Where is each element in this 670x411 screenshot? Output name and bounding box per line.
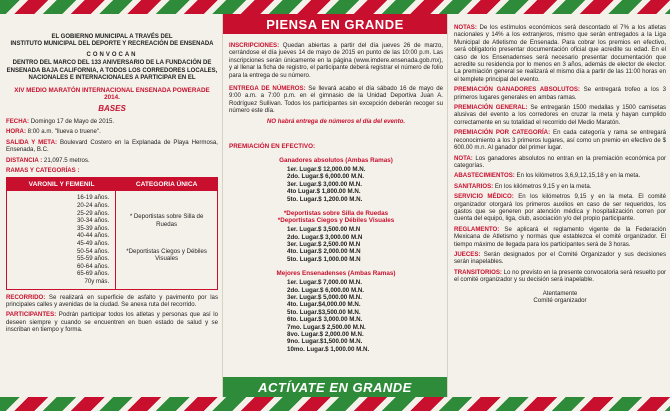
ramas-heading: RAMAS Y CATEGORÍAS : (6, 167, 80, 175)
especiales-title: *Deportistas sobre Silla de Ruedas *Deportistas Ciegos y Débiles Visuales (277, 210, 395, 225)
ensenadenses-list (229, 279, 443, 353)
fecha: FECHA: Domingo 17 de Mayo de 2015. (6, 118, 115, 126)
premiacion-categoria: PREMIACIÓN POR CATEGORÍA: En cada categoría y rama se entregará reconocimiento a los 3 primeros lugares, así como un premio en efectivo de $ 600.00 m.n. Al ganador del primer lugar. (454, 129, 666, 152)
inscripciones: INSCRIPCIONES: Quedan abiertas a partir del día jueves 26 de marzo, cerrándose el día jueves 14 de mayo de 2015 en punto de las 10:00 p.m. Las inscripciones serán únicamente en la página (www.imdere.ensenada.gob.mx), y al llenar la ficha de registro, el participante deberá registrar el número de folio para la entrega de su número. (229, 42, 443, 79)
column-right (448, 14, 670, 397)
prize-row: 9no. Lugar.$1,500.00 M.N. (287, 338, 363, 346)
prize-row: 8vo. Lugar.$ 2,000.00 M.N. (287, 330, 364, 338)
age-row: 30-34 años. (77, 217, 110, 225)
age-row: 50-54 años. (77, 247, 110, 255)
prize-row: 5to. Lugar.$3,500.00 M.N. (287, 308, 361, 316)
age-row: 45-49 años. (77, 240, 110, 248)
no-entrega-note: NO habrá entrega de números el día del evento. (266, 117, 406, 125)
absolutos-list (229, 166, 443, 203)
prize-row: 3er. Lugar.$ 5,000.00 M.N. (287, 293, 362, 301)
flag-band-top (0, 0, 670, 14)
age-row: 16-19 años. (77, 194, 110, 202)
prize-row: 7mo. Lugar.$ 2,500.00 M.N. (287, 323, 366, 331)
age-row: 35-39 años. (77, 224, 110, 232)
banner-activate-en-grande: ACTÍVATE EN GRANDE (223, 377, 447, 397)
recorrido: RECORRIDO: Se realizará en superficie de asfalto y pavimento por las principales calles y avenidas de la ciudad. Se anexa ruta del recorrido. (6, 293, 218, 308)
header-varonil: VARONIL Y FEMENIL (28, 181, 95, 189)
age-row: 40-44 años. (77, 232, 110, 240)
header-categoria: CATEGORIA ÚNICA (135, 181, 198, 189)
sanitarios: SANITARIOS: En los kilómetros 9,15 y en la meta. (454, 182, 592, 190)
especiales-list (229, 226, 443, 263)
edition-title: XIV MEDIO MARATÓN INTERNACIONAL ENSENADA POWERADE 2014. (14, 87, 210, 102)
age-row: 65-69 años. (77, 270, 110, 278)
participantes: PARTICIPANTES: Podrán participar todos los atletas y personas que así lo deseen siempre y cuando se encuentren en buen estado de salud y se inscriban en tiempo y forma. (6, 311, 218, 334)
categories-table-header (7, 178, 217, 191)
age-row: 55-59 años. (77, 255, 110, 263)
prize-row: 4to. Lugar.$4,000.00 M.N. (287, 301, 361, 309)
hora: HORA: 8:00 a.m. "llueva o truene". (6, 128, 101, 136)
special-categories (116, 191, 217, 288)
prize-row: 1er. Lugar.$ 12,000.00 M.N. (287, 166, 366, 174)
distancia: DISTANCIA : 21,097.5 metros. (6, 156, 90, 164)
prize-row: 1er. Lugar.$ 7,000.00 M.N. (287, 279, 362, 287)
jueces: JUECES: Serán designados por el Comité Organizador y sus decisiones serán inapelables. (454, 250, 666, 266)
intro-text: DENTRO DEL MARCO DEL 133 ANIVERSARIO DE LA FUNDACIÓN DE ENSENADA BAJA CALIFORNIA, A TODOS LOS CORREDORES LOCALES, NACIONALES E INTERNACIONALES A PARTICIPAR EN EL (6, 60, 218, 81)
flag-band-bottom (0, 397, 670, 411)
prize-row: 10mo. Lugar.$ 1,000.00 M.N. (287, 345, 370, 353)
signature: Atentamente Comité organizador (533, 289, 587, 304)
column-middle (222, 14, 448, 397)
servicio-medico: SERVICIO MÉDICO: En los kilómetros 9,15 y en la meta. El comité organizador otorgará los primeros auxilios en caso de ser requeridos, los gastos que se generen por atención médica y hospitalización corren por cuenta del equipo, liga, club, asociación y/o del propio participante. (454, 193, 666, 223)
prize-row: 2do. Lugar.$ 3,000.00 M.N (287, 233, 363, 241)
transitorios: TRANSITORIOS: Lo no previsto en la presente convocatoria será resuelto por el comité organizador y su decisión será inapelable. (454, 268, 666, 284)
premiacion-heading: PREMIACIÓN EN EFECTIVO: (229, 143, 316, 151)
bases-heading: BASES (98, 104, 126, 114)
age-row: 70y más. (84, 277, 110, 285)
prize-row: 6to. Lugar.$ 3,000.00 M.N. (287, 316, 363, 324)
prize-row: 1er. Lugar.$ 3,500.00 M.N (287, 226, 361, 234)
reglamento: REGLAMENTO: Se aplicará el reglamento vigente de la Federación Mexicana de Atletismo y normas que establezca el comité organizador. El tiempo máximo de llegada para los participantes será de 3 horas. (454, 225, 666, 248)
premiacion-absolutos: PREMIACIÓN GANADORES ABSOLUTOS: Se entregará trofeo a los 3 primeros lugares generales en ambas ramas. (454, 86, 666, 101)
organizers: EL GOBIERNO MUNICIPAL A TRAVÉS DEL INSTITUTO MUNICIPAL DEL DEPORTE Y RECREACIÓN DE ENSENADA (10, 34, 214, 48)
age-list (7, 191, 116, 288)
categories-table-body (7, 191, 217, 288)
abastecimientos: ABASTECIMIENTOS: En los kilómetros 3,6,9,12,15,18 y en la meta. (454, 172, 641, 180)
prize-row: 5to. Lugar.$ 1,200.00 M.N. (287, 195, 363, 203)
nota-ganadores: NOTA: Los ganadores absolutos no entran en la premiación económica por categorías. (454, 154, 666, 169)
absolutos-title: Ganadores absolutos (Ambas Ramas) (279, 157, 393, 165)
ensenadenses-title: Mejores Ensenadenses (Ambas Ramas) (276, 270, 396, 278)
premiacion-general: PREMIACIÓN GENERAL: Se entregarán 1500 medallas y 1500 camisetas alusivas del evento a los corredores en cruzar la meta y hayan cumplido correctamente en su totalidad el recorrido del Medio Maratón. (454, 104, 667, 126)
prize-row: 4to. Lugar.$ 2,000.00 M.N (287, 248, 361, 256)
notas: NOTAS: De los estímulos económicos será descontado el 7% a los atletas nacionales y 14% a los extranjeros, mismo que serán entregados a la Liga Municipal de Atletismo de Ensenada. Para cobrar los premios en efectivo, será obligatorio presentar documentación oficial que acredite su edad. En el caso de los Ensenadenses será necesario presentar documentación que acredite su residencia por lo menos en 3 años, además de elector de elector. La premiación general se realizará el mismo día a partir de las 11:00 horas en el templete principal del evento. (454, 24, 666, 83)
prize-row: 3er. Lugar.$ 3,000.00 M.N. (287, 180, 362, 188)
categories-table (6, 177, 218, 289)
prize-row: 2do. Lugar.$ 6,000.00 M.N. (287, 286, 365, 294)
prize-row: 2do. Lugar.$ 6,000.00 M.N. (287, 173, 365, 181)
prize-row: 5to. Lugar.$ 1,000.00 M.N (287, 255, 361, 263)
category-visually-impaired: *Deportistas Ciegos y Débiles Visuales (126, 247, 207, 263)
convocan-heading: CONVOCAN (86, 52, 138, 59)
age-row: 20-24 años. (77, 202, 110, 210)
category-wheelchair: * Deportistas sobre Silla de Ruedas (129, 213, 204, 228)
column-left (0, 14, 222, 397)
entrega-numeros: ENTREGA DE NÚMEROS: Se llevará acabo el día sábado 16 de mayo de 9:00 a.m. a 7:00 p.m. en el gimnasio de la Unidad Deportiva Juan A. Rodríguez Sullivan. Todos los participantes sin excepción deberán recoger su número este día. (229, 85, 443, 115)
banner-piensa-en-grande: PIENSA EN GRANDE (223, 14, 447, 34)
prize-row: 3er. Lugar.$ 2,500.00 M.N (287, 240, 361, 248)
age-row: 25-29 años. (77, 209, 110, 217)
prize-row: 4to Lugar.$ 1,800.00 M.N. (287, 188, 361, 196)
salida-meta: SALIDA Y META: Boulevard Costero en la Explanada de Playa Hermosa, Ensenada, B.C. (6, 138, 219, 154)
age-row: 60-64 años. (77, 262, 110, 270)
